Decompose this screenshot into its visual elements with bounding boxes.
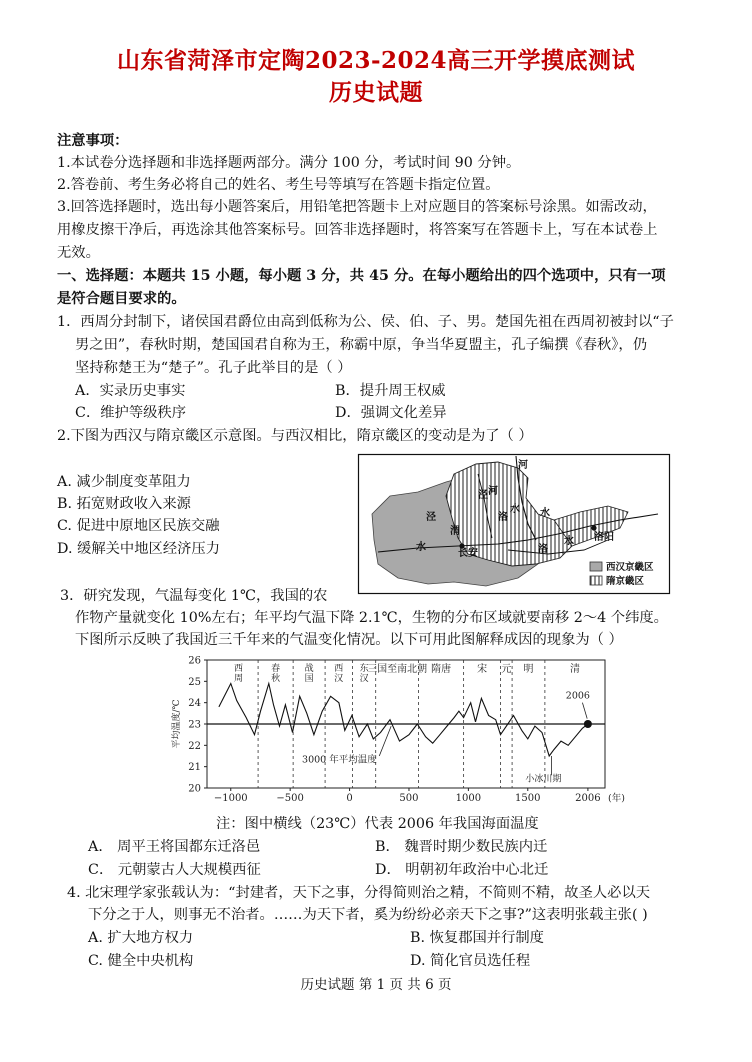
- map-label: 泾: [426, 512, 436, 523]
- y-tick-label: 20: [188, 783, 201, 795]
- q3-option-c: C． 元朝蒙古人大规模西征: [88, 862, 261, 878]
- period-label-char: 国: [304, 674, 314, 684]
- q4-option-b: B. 恢复郡国并行制度: [410, 930, 544, 946]
- q3-stem: 3．研究发现，气温每变化 1℃，我国的农: [60, 588, 328, 604]
- period-label-char: 西: [233, 664, 243, 674]
- period-label-char: 汉: [359, 674, 369, 684]
- y-tick-label: 22: [188, 740, 201, 752]
- legend-sui: 隋京畿区: [606, 576, 645, 587]
- map-label: 河: [488, 486, 498, 497]
- annotation-2006: 2006: [565, 690, 590, 702]
- period-label-char: 东: [359, 664, 369, 674]
- map-label: 水: [540, 508, 550, 519]
- map-label: 泾: [478, 490, 488, 501]
- x-tick-label: 1500: [515, 793, 541, 804]
- temperature-series-line: [219, 684, 588, 757]
- annotation-arrow: [379, 726, 391, 756]
- y-axis-label: 平均温度/℃: [172, 699, 182, 749]
- period-label: 明: [523, 664, 534, 675]
- x-tick-label: 2006: [575, 793, 601, 804]
- annotation-avg-temp: 3000 年平均温度: [302, 754, 377, 766]
- q2-stem: 2.下图为西汉与隋京畿区示意图。与西汉相比，隋京畿区的变动是为了（ ）: [57, 428, 533, 444]
- q2-option-b: B. 拓宽财政收入来源: [57, 496, 191, 512]
- map-label: 渭: [450, 526, 460, 537]
- period-label-char: 战: [304, 664, 314, 674]
- x-tick-label: 500: [399, 793, 419, 804]
- map-label: 洛: [498, 512, 508, 523]
- map-label: 水: [510, 504, 520, 515]
- q3-stem: 下图所示反映了我国近三千年来的气温变化情况。以下可用此图解释成因的现象为（ ）: [75, 632, 623, 648]
- map-label: 水: [564, 536, 574, 547]
- q3-option-a: A． 周平王将国都东迁洛邑: [88, 839, 261, 855]
- q1-option-a: A．实录历史事实: [75, 383, 186, 399]
- period-label-char: 周: [233, 674, 243, 684]
- period-label: 清: [569, 664, 580, 675]
- q3-stem: 作物产量就变化 10%左右；年平均气温下降 2.1℃，生物的分布区域就要南移 2～4 个纬度。: [75, 610, 668, 626]
- x-tick-label: −1000: [213, 793, 248, 804]
- capital-region-map: [358, 454, 670, 594]
- notes-item: 3.回答选择题时，选出每小题答案后，用铅笔把答题卡上对应题目的答案标号涂黑。如需改动，: [57, 199, 657, 215]
- annotation-arrow: [582, 703, 587, 719]
- period-label-char: 西: [334, 664, 344, 674]
- q1-stem: 1．西周分封制下，诸侯国君爵位由高到低称为公、侯、伯、子、男。楚国先祖在西周初被封以“子: [57, 314, 674, 330]
- notes-item: 1.本试卷分选择题和非选择题两部分。满分 100 分，考试时间 90 分钟。: [57, 155, 521, 171]
- y-tick-label: 24: [188, 698, 201, 710]
- period-label: 元: [501, 664, 512, 675]
- y-tick-label: 26: [188, 655, 201, 667]
- map-label: 水: [416, 542, 426, 553]
- period-label-char: 春: [271, 664, 281, 674]
- q4-option-a: A. 扩大地方权力: [88, 930, 194, 946]
- q2-option-d: D. 缓解关中地区经济压力: [57, 541, 221, 557]
- period-label-char: 秋: [271, 674, 281, 684]
- period-label: 三国至南北朝: [367, 664, 428, 675]
- section-heading-cont: 是符合题目要求的。: [57, 291, 186, 307]
- q3-option-b: B． 魏晋时期少数民族内迁: [375, 839, 548, 855]
- x-tick-label: −500: [276, 793, 304, 804]
- endpoint-marker: [584, 720, 592, 728]
- period-label: 隋唐: [431, 664, 452, 675]
- exam-title: 山东省菏泽市定陶2023-2024高三开学摸底测试: [116, 47, 636, 74]
- period-label: 宋: [477, 664, 488, 675]
- y-tick-label: 25: [188, 676, 201, 688]
- annotation-little-ice-age: 小冰川期: [525, 774, 562, 785]
- map-label: 河: [518, 460, 528, 471]
- q1-option-c: C．维护等级秩序: [75, 405, 187, 421]
- map-label: 洛阳: [594, 532, 614, 543]
- luoyang-dot: [591, 525, 596, 530]
- notes-item: 用橡皮擦干净后，再选涂其他答案标号。回答非选择题时，将答案写在答题卡上，写在本试卷上: [57, 222, 658, 238]
- notes-item: 无效。: [57, 245, 100, 261]
- map-label: 长安: [458, 548, 478, 559]
- x-tick-label: 1000: [455, 793, 482, 804]
- q1-stem: 坚持称楚王为“楚子”。孔子此举目的是（ ）: [75, 360, 352, 376]
- x-axis-label: (年): [608, 793, 625, 804]
- section-heading: 一、选择题：本题共 15 小题，每小题 3 分，共 45 分。在每小题给出的四个选项中，只有一项: [57, 268, 666, 284]
- map-label: 洛: [538, 544, 548, 555]
- q1-option-b: B．提升周王权威: [335, 383, 446, 399]
- q4-option-d: D. 简化官员选任程: [410, 953, 531, 969]
- temperature-chart: [165, 652, 625, 812]
- q1-option-d: D．强调文化差异: [335, 405, 447, 421]
- exam-subtitle: 历史试题: [329, 79, 423, 106]
- q3-option-d: D． 明朝初年政治中心北迁: [375, 862, 549, 878]
- notes-heading: 注意事项：: [57, 133, 129, 149]
- q4-stem: 4. 北宋理学家张载认为：“封建者，天下之事，分得简则治之精，不简则不精，故圣人必以天: [67, 885, 651, 901]
- period-label-char: 汉: [334, 674, 344, 684]
- y-tick-label: 21: [188, 762, 201, 774]
- q3-chart-note: 注：图中横线（23℃）代表 2006 年我国海面温度: [216, 816, 539, 832]
- y-tick-label: 23: [188, 719, 201, 731]
- page-footer: 历史试题 第 1 页 共 6 页: [300, 977, 452, 993]
- q2-option-c: C. 促进中原地区民族交融: [57, 518, 220, 534]
- q1-stem: 男之田”，春秋时期，楚国国君自称为王，称霸中原，争当华夏盟主，孔子编撰《春秋》，仍: [75, 337, 648, 353]
- legend-xihan: 西汉京畿区: [606, 562, 654, 573]
- x-tick-label: 0: [346, 793, 353, 804]
- q4-stem: 下分之于人，则事无不治者。……为天下者，奚为纷纷必亲天下之事?”这表明张载主张( ): [88, 907, 648, 923]
- q2-option-a: A. 减少制度变革阻力: [57, 474, 191, 490]
- q4-option-c: C. 健全中央机构: [88, 953, 194, 969]
- notes-item: 2.答卷前、考生务必将自己的姓名、考生号等填写在答题卡指定位置。: [57, 177, 500, 193]
